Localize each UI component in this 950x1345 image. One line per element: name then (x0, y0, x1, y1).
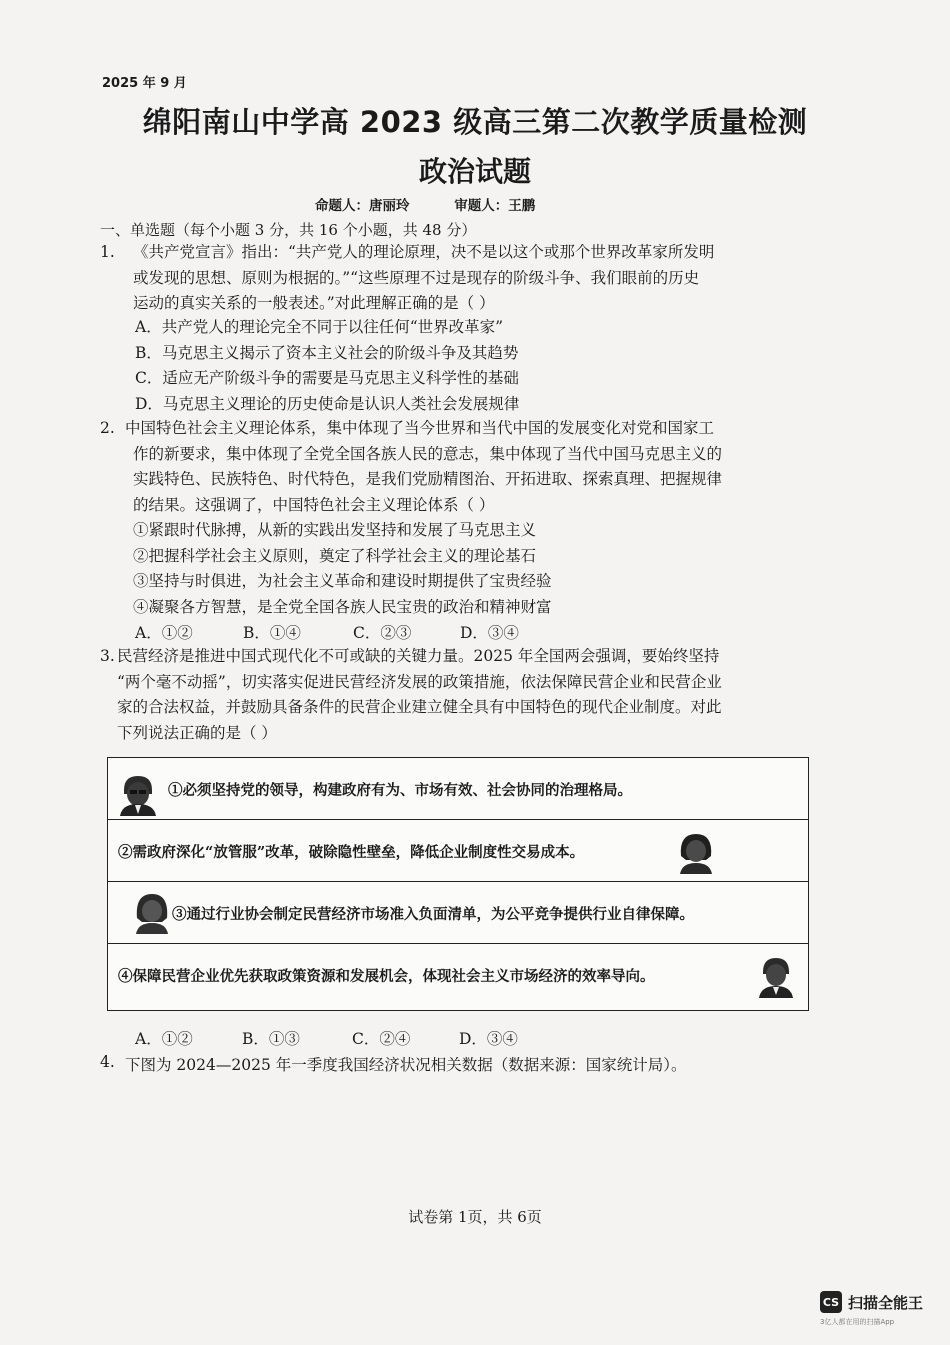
question-4-number: 4. (100, 1053, 115, 1071)
male-avatar-icon (118, 772, 158, 816)
camscanner-logo-icon: CS (820, 1291, 842, 1313)
section-heading: 一、单选题（每个小题 3 分，共 16 个小题，共 48 分） (100, 221, 477, 239)
question-3-choice-a: A．①② (135, 1030, 193, 1048)
question-2-choice-a: A．①② (135, 624, 193, 642)
option-a: A．共产党人的理论完全不同于以往任何“世界改革家” (135, 318, 504, 336)
question-2-items (133, 518, 813, 620)
stem-line: 《共产党宣言》指出：“共产党人的理论原理，决不是以这个或那个世界改革家所发明 (133, 243, 715, 261)
stem-line: 家的合法权益，并鼓励具备条件的民营企业建立健全具有中国特色的现代企业制度。对此 (117, 698, 722, 716)
stem-line: 的结果。这强调了，中国特色社会主义理论体系（ ） (133, 495, 495, 514)
question-3-stem (117, 644, 817, 746)
exam-subtitle: 政治试题 (418, 155, 531, 188)
option-d: D．马克思主义理论的历史使命是认识人类社会发展规律 (135, 394, 520, 413)
question-3-number: 3. (100, 647, 115, 665)
statement-row-1 (108, 758, 808, 820)
stem-line: 运动的真实关系的一般表述。”对此理解正确的是（ ） (133, 294, 495, 312)
statement-row-2 (108, 820, 808, 882)
statement-text-4: ④保障民营企业优先获取政策资源和发展机会，体现社会主义市场经济的效率导向。 (118, 968, 655, 985)
stem-line: 下列说法正确的是（ ） (117, 723, 277, 742)
statement-2: ②把握科学社会主义原则，奠定了科学社会主义的理论基石 (133, 546, 537, 565)
page-footer: 试卷第 1页，共 6页 (408, 1208, 542, 1226)
statement-row-4 (108, 944, 808, 1006)
stem-line: 作的新要求，集中体现了全党全国各族人民的意志，集中体现了当代中国马克思主义的 (133, 444, 723, 463)
question-2-stem (125, 416, 805, 518)
statement-text-2: ②需政府深化“放管服”改革，破除隐性壁垒，降低企业制度性交易成本。 (118, 844, 585, 861)
question-4-stem: 下图为 2024—2025 年一季度我国经济状况相关数据（数据来源：国家统计局）。 (125, 1056, 687, 1074)
authors-line (315, 194, 575, 214)
question-2-number: 2. (100, 419, 115, 437)
stem-line: 或发现的思想、原则为根据的。”“这些原理不过是现存的阶级斗争、我们眼前的历史 (133, 268, 700, 287)
author: 命题人：唐丽玲 (315, 198, 410, 214)
stem-line: 民营经济是推进中国式现代化不可或缺的关键力量。2025 年全国两会强调，要始终坚持 (117, 647, 720, 665)
option-b: B．马克思主义揭示了资本主义社会的阶级斗争及其趋势 (135, 343, 519, 362)
question-1-number: 1. (100, 243, 115, 261)
scanner-badge (820, 1291, 923, 1313)
question-1-options (135, 315, 815, 417)
female-avatar-icon (132, 890, 172, 934)
male-avatar-icon (756, 954, 796, 998)
statement-1: ①紧跟时代脉搏，从新的实践出发坚持和发展了马克思主义 (133, 521, 537, 539)
scanner-tagline: 3亿人都在用的扫描App (820, 1318, 895, 1326)
question-1-stem (133, 240, 813, 317)
stem-line: 实践特色、民族特色、时代特色，是我们党励精图治、开拓进取、探索真理、把握规律 (133, 470, 723, 488)
question-2-choice-c: C．②③ (353, 624, 412, 642)
stem-line: 中国特色社会主义理论体系，集中体现了当今世界和当代中国的发展变化对党和国家工 (125, 419, 715, 437)
statement-text-3: ③通过行业协会制定民营经济市场准入负面清单，为公平竞争提供行业自律保障。 (172, 906, 694, 923)
female-avatar-icon (676, 830, 716, 874)
question-2-choice-d: D．③④ (460, 624, 519, 642)
option-c: C．适应无产阶级斗争的需要是马克思主义科学性的基础 (135, 369, 519, 387)
question-3-choice-b: B．①③ (242, 1030, 300, 1048)
scanner-name: 扫描全能王 (848, 1293, 924, 1312)
statement-box (107, 757, 809, 1011)
exam-date: 2025 年 9 月 (102, 76, 187, 91)
question-3-choice-c: C．②④ (352, 1030, 411, 1048)
question-3-choice-d: D．③④ (459, 1030, 518, 1048)
statement-4: ④凝聚各方智慧，是全党全国各族人民宝贵的政治和精神财富 (133, 597, 552, 616)
reviewer: 审题人：王鹏 (454, 198, 536, 214)
question-2-choice-b: B．①④ (243, 624, 301, 642)
exam-title: 绵阳南山中学高 2023 级高三第二次教学质量检测 (142, 105, 808, 139)
statement-text-1: ①必须坚持党的领导，构建政府有为、市场有效、社会协同的治理格局。 (168, 782, 632, 799)
statement-row-3 (108, 882, 808, 944)
statement-3: ③坚持与时俱进，为社会主义革命和建设时期提供了宝贵经验 (133, 572, 552, 590)
stem-line: “两个毫不动摇”，切实落实促进民营经济发展的政策措施，依法保障民营企业和民营企业 (117, 672, 722, 691)
